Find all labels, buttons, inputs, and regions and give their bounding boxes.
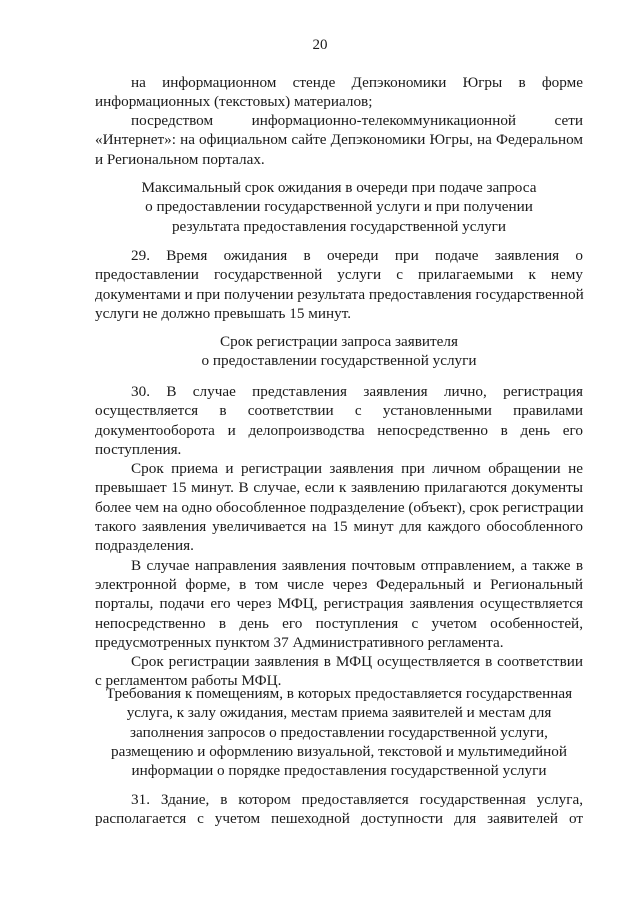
- page-number: 20: [312, 37, 328, 53]
- text-line: более чем на одно обособленное подразделение (объект), срок регистрации: [95, 498, 584, 516]
- text-line: осуществляется в соответствии с установленными правилами: [95, 402, 583, 420]
- text-line: поступления.: [95, 440, 182, 458]
- text-line: информационных (текстовых) материалов;: [95, 93, 373, 111]
- heading-line: Максимальный срок ожидания в очереди при подаче запроса: [141, 179, 537, 196]
- text-line: В случае направления заявления почтовым отправлением, а также в: [131, 556, 583, 574]
- heading-line: Требования к помещениям, в которых предоставляется государственная: [105, 685, 573, 702]
- heading-line: результата предоставления государственной услуги: [171, 217, 507, 235]
- paragraph-29: [95, 246, 583, 323]
- heading-line: о предоставлении государственной услуги: [201, 352, 477, 370]
- heading-line: Срок регистрации запроса заявителя: [220, 333, 458, 350]
- heading-line: о предоставлении государственной услуги и при получении: [145, 198, 533, 216]
- text-line: располагается с учетом пешеходной доступности для заявителей от: [95, 810, 583, 828]
- text-line: «Интернет»: на официальном сайте Депэкономики Югры, на Федеральном: [95, 131, 583, 149]
- heading-line: заполнения запросов о предоставлении государственной услуги,: [130, 723, 548, 741]
- text-line: предоставлении государственной услуги с прилагаемыми к нему: [95, 266, 583, 284]
- section-heading-registration: [95, 332, 583, 371]
- heading-line: размещению и оформлению визуальной, текстовой и мультимедийной: [110, 742, 567, 760]
- text-line: Срок регистрации заявления в МФЦ осуществляется в соответствии: [131, 653, 583, 671]
- text-line: 29. Время ожидания в очереди при подаче заявления о: [131, 247, 583, 264]
- heading-line: услуга, к залу ожидания, местам приема заявителей и местам для: [126, 704, 552, 722]
- text-line: 31. Здание, в котором предоставляется государственная услуга,: [131, 791, 583, 808]
- heading-line: информации о порядке предоставления государственной услуги: [131, 762, 547, 780]
- text-line: Срок приема и регистрации заявления при личном обращении не: [131, 460, 583, 478]
- text-line: непосредственно в день его поступления с учетом особенностей,: [95, 614, 583, 632]
- paragraph-30: [95, 382, 583, 691]
- text-line: и Региональном порталах.: [95, 150, 265, 168]
- text-line: документооборота и делопроизводства непосредственно в день его: [95, 421, 583, 439]
- text-line: на информационном стенде Депэкономики Югры в форме: [131, 74, 583, 91]
- text-line: такого заявления увеличивается на 15 минут для каждого обособленного: [95, 518, 583, 536]
- text-line: услуги не должно превышать 15 минут.: [95, 304, 352, 322]
- list-item-info-stand: [95, 73, 583, 112]
- text-line: 30. В случае представления заявления лично, регистрация: [131, 383, 583, 400]
- text-line: порталы, подачи его через МФЦ, регистрация заявления осуществляется: [95, 595, 583, 613]
- text-line: превышает 15 минут. В случае, если к заявлению прилагаются документы: [95, 479, 583, 497]
- text-line: предусмотренных пунктом 37 Административного регламента.: [95, 633, 504, 651]
- section-heading-wait-time: [95, 178, 583, 236]
- text-line: подразделения.: [95, 537, 194, 555]
- section-heading-premises: [95, 684, 583, 780]
- text-line: электронной форме, в том числе через Федеральный и Региональный: [95, 575, 583, 593]
- text-line: посредством информационно-телекоммуникационной сети: [131, 112, 583, 129]
- text-line: с регламентом работы МФЦ.: [95, 672, 282, 690]
- list-item-internet: [95, 111, 583, 169]
- paragraph-31: [95, 790, 583, 829]
- text-line: документами и при получении результата предоставления государственной: [95, 285, 584, 303]
